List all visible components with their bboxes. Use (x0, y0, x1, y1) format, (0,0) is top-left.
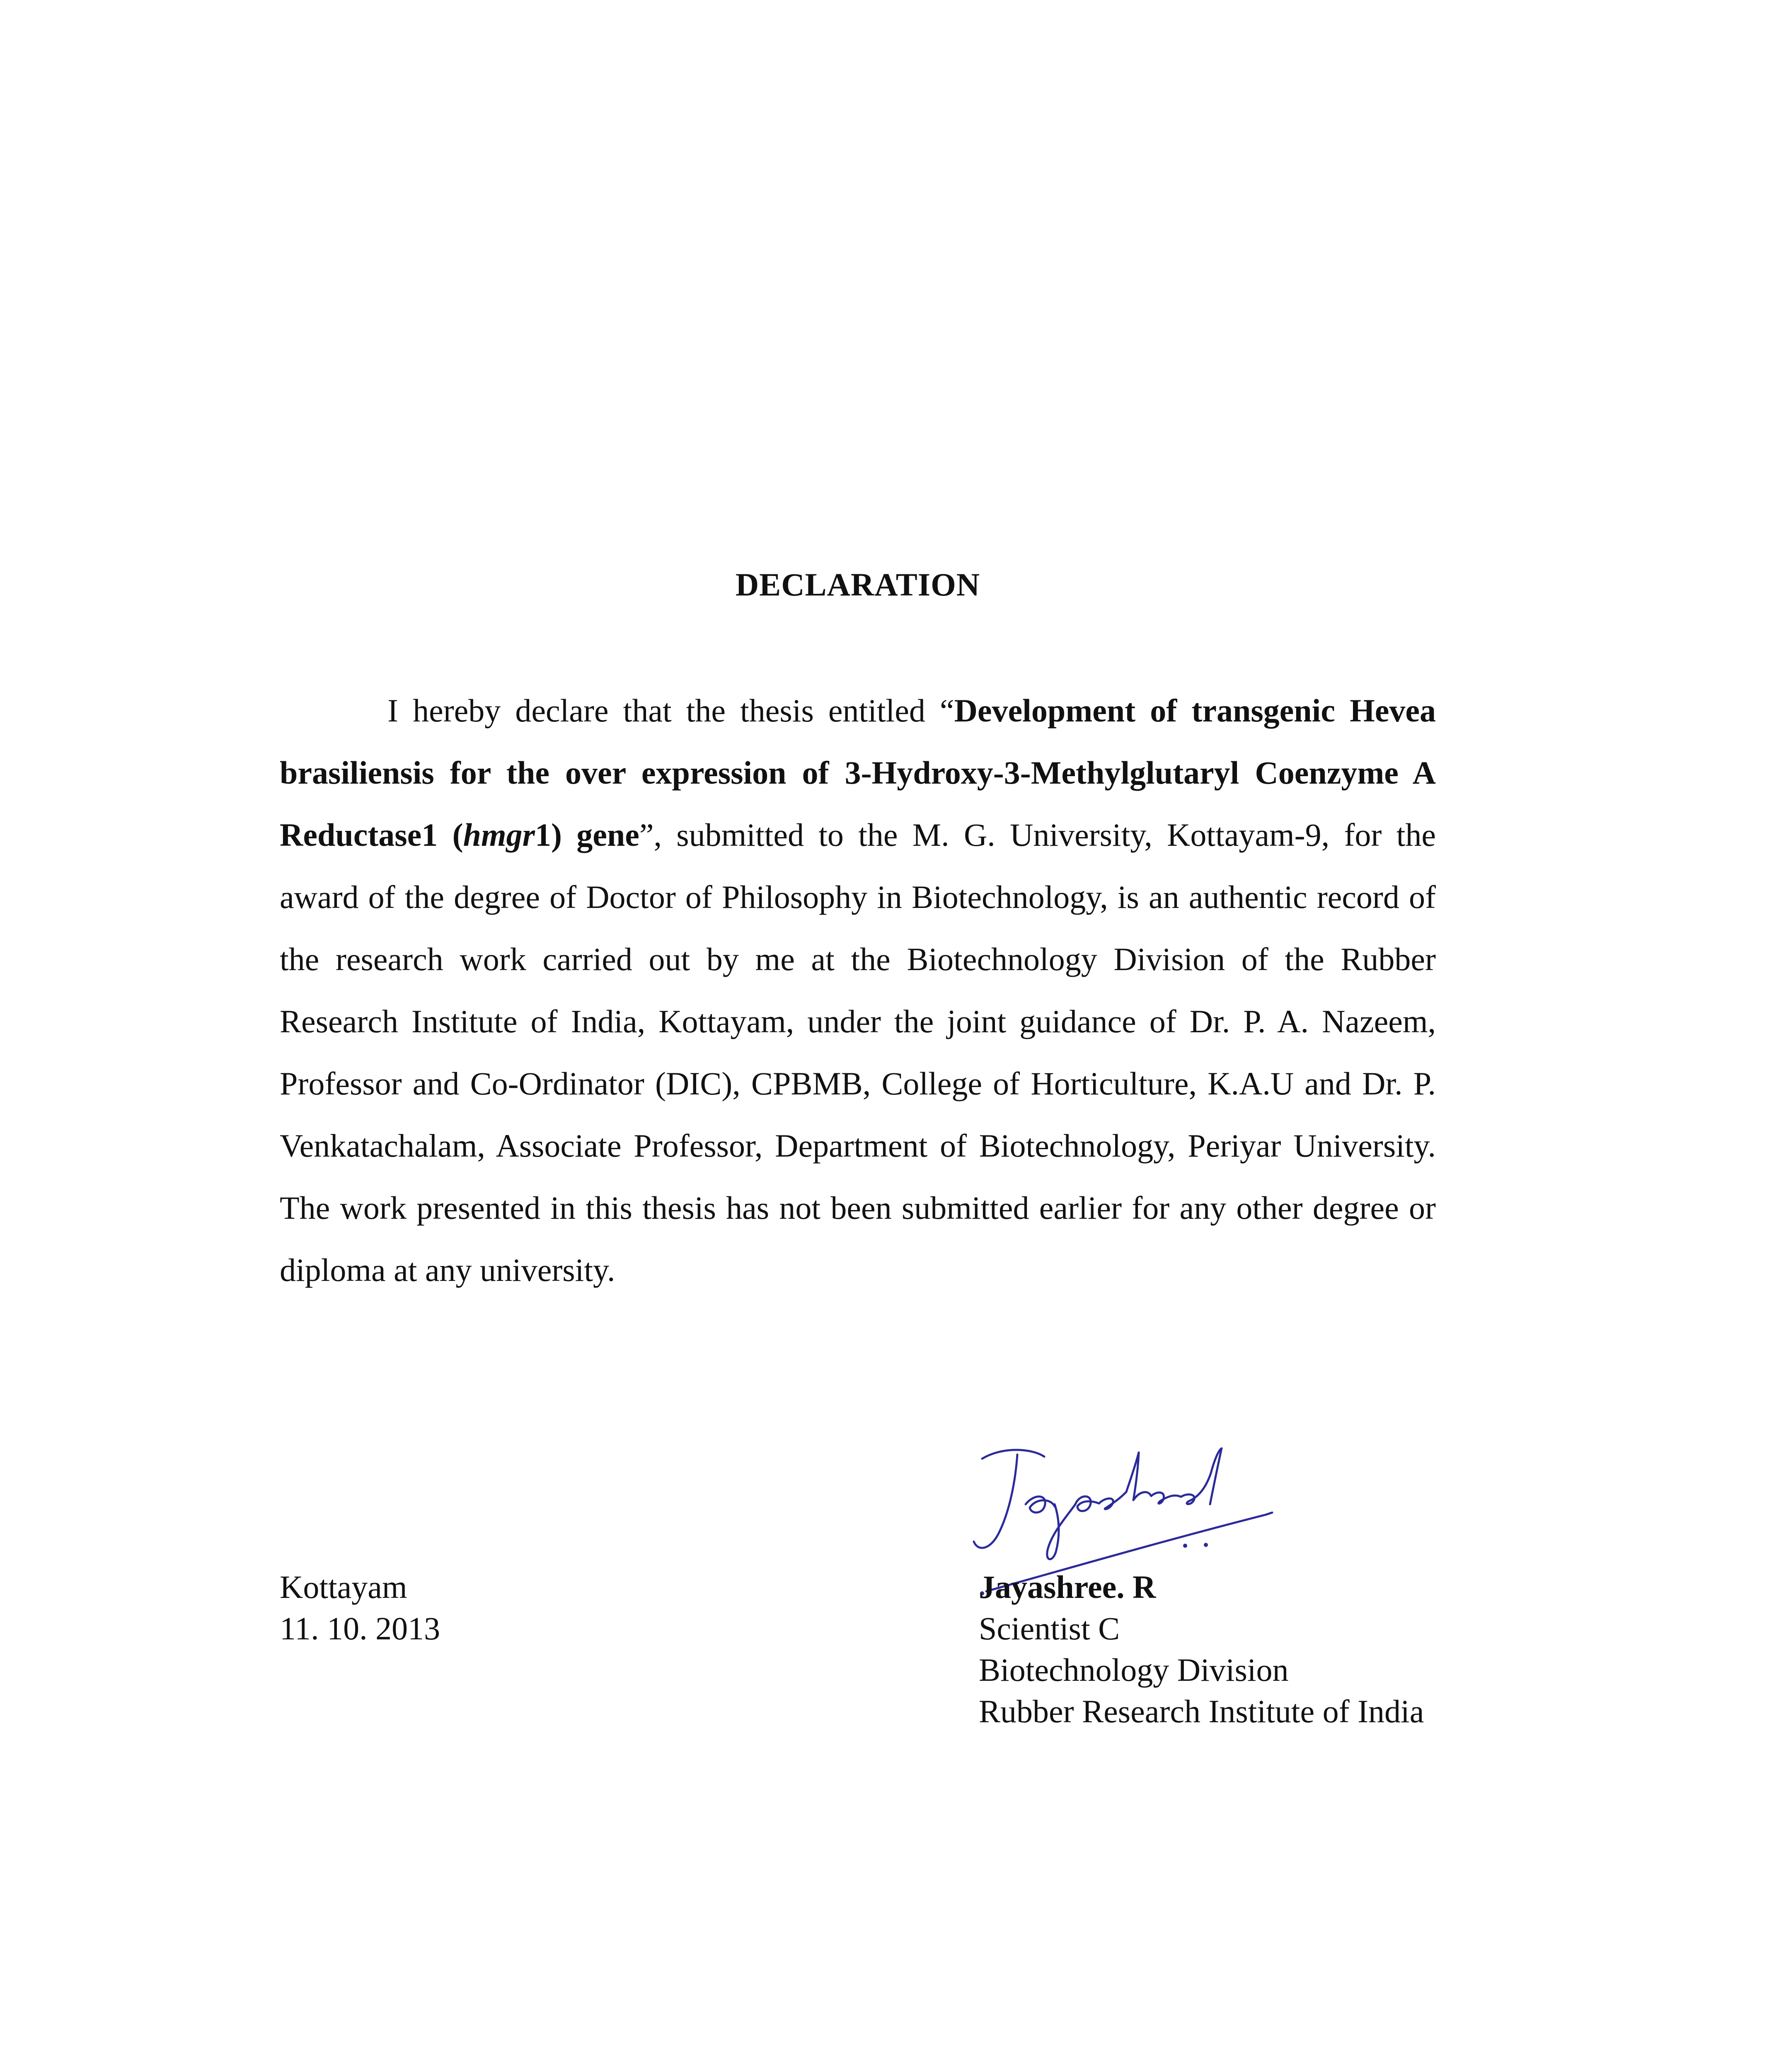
page-title: DECLARATION (735, 566, 980, 603)
signatory-institute: Rubber Research Institute of India (979, 1693, 1424, 1729)
place-date-block (280, 1566, 440, 1649)
place-text: Kottayam (280, 1569, 407, 1605)
gene-symbol: hmgr (463, 817, 535, 853)
signatory-division: Biotechnology Division (979, 1652, 1289, 1688)
thesis-title-part2: 1) gene (535, 817, 639, 853)
intro-text: I hereby declare that the thesis entitled “ (387, 692, 954, 729)
signatory-block (979, 1566, 1424, 1732)
signatory-name: Jayashree. R (979, 1569, 1156, 1605)
declaration-paragraph (280, 680, 1436, 1301)
thesis-title-part1: Development of transgenic Hevea brasiliensis for the over expression of 3-Hydroxy-3-Methylglutaryl Coenzyme A Reductase1 ( (280, 692, 1436, 853)
declaration-remainder: ”, submitted to the M. G. University, Kottayam-9, for the award of the degree of Doctor of Philosophy in Biotechnology, is an authentic record of the research work carried out by me at the Biotechnology Division of the Rubber Research Institute of India, Kottayam, under the joint guidance of Dr. P. A. Nazeem, Professor and Co-Ordinator (DIC), CPBMB, College of Horticulture, K.A.U and Dr. P. Venkatachalam, Associate Professor, Department of Biotechnology, Periyar University. The work presented in this thesis has not been submitted earlier for any other degree or diploma at any university. (280, 817, 1436, 1288)
signatory-designation: Scientist C (979, 1610, 1120, 1646)
date-text: 11. 10. 2013 (280, 1610, 440, 1646)
